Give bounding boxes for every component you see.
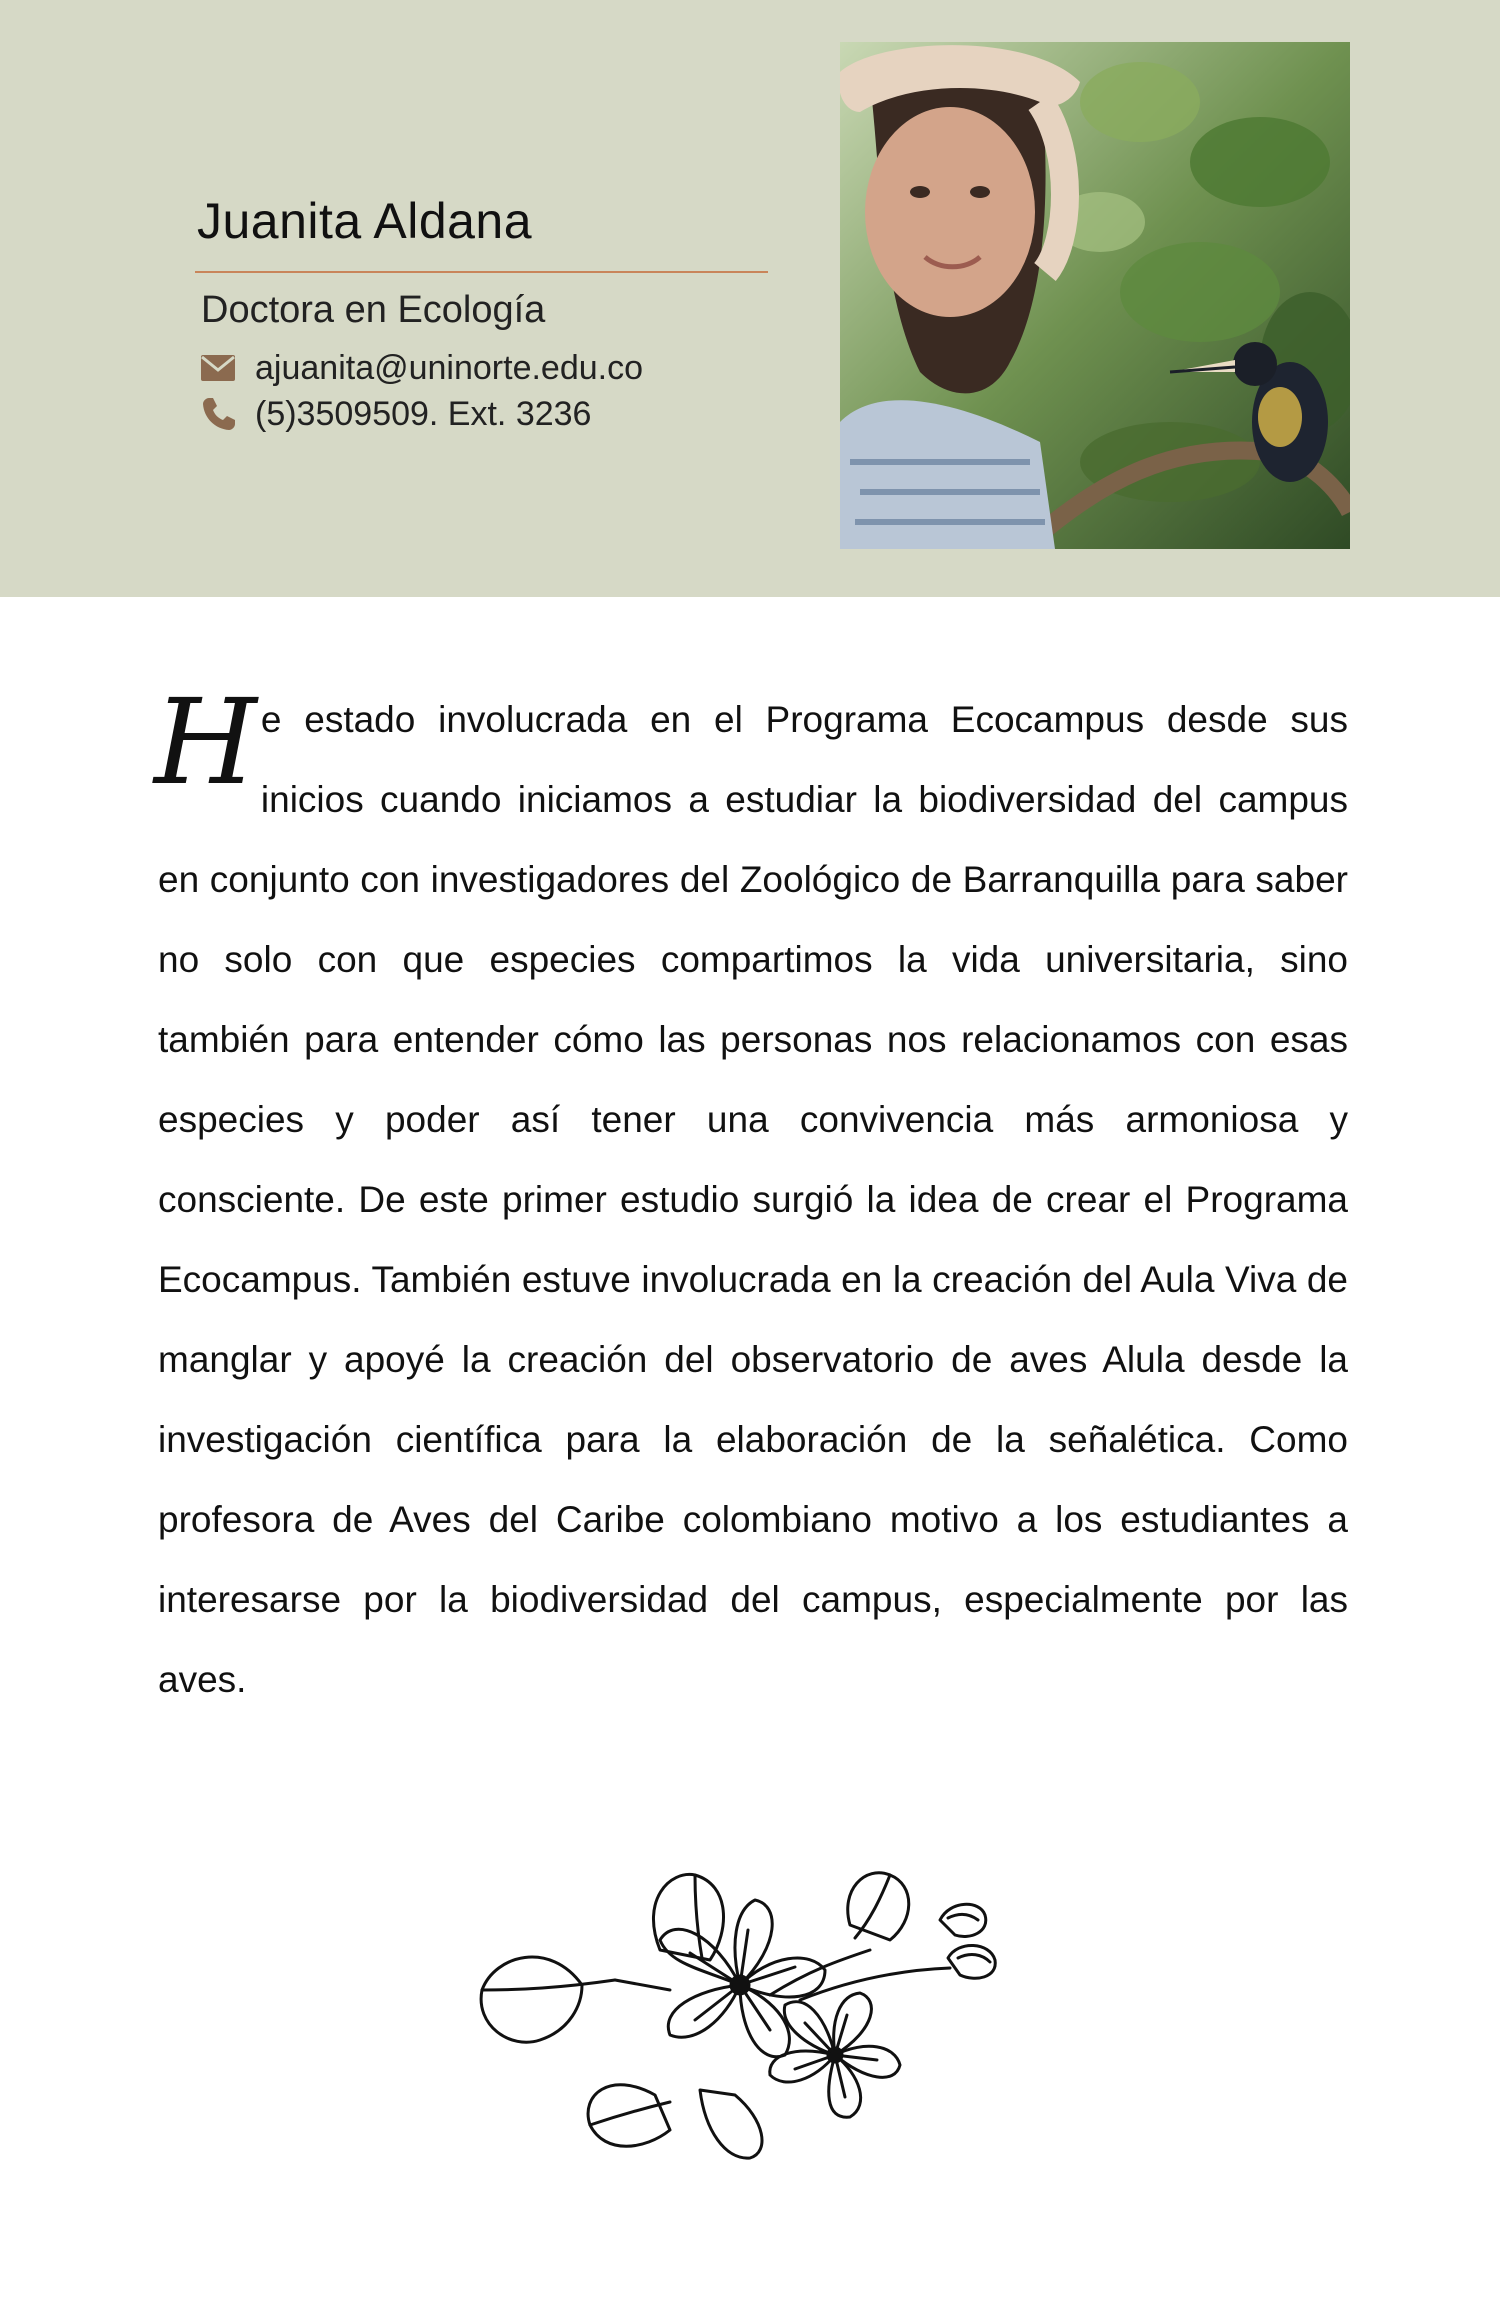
phone-icon [201, 394, 241, 434]
flower-illustration [470, 1840, 1030, 2170]
phone-row[interactable] [201, 392, 591, 436]
envelope-icon [201, 348, 241, 388]
email-row[interactable] [201, 346, 643, 390]
profile-photo [840, 42, 1350, 549]
article-body [154, 673, 1348, 1720]
profile-name: Juanita Aldana [197, 193, 533, 249]
profile-header [0, 0, 1500, 597]
name-divider [195, 271, 768, 273]
article-dropcap: H [154, 673, 257, 811]
profile-title: Doctora en Ecología [201, 289, 546, 331]
phone-number[interactable]: (5)3509509. Ext. 3236 [255, 394, 592, 433]
article-paragraph: e estado involucrada en el Programa Ecocampus desde sus inicios cuando iniciamos a estudiar la biodiversidad del campus en conjunto con investigadores del Zoológico de Barranquilla para saber no solo con que especies compartimos la vida universitaria, sino también para entender cómo las personas nos relacionamos con esas especies y poder así tener una convivencia más armoniosa y consciente. De este primer estudio surgió la idea de crear el Programa Ecocampus. También estuve involucrada en la creación del Aula Viva de manglar y apoyé la creación del observatorio de aves Alula desde la investigación científica para la elaboración de la señalética. Como profesora de Aves del Caribe colombiano motivo a los estudiantes a interesarse por la biodiversidad del campus, especialmente por las aves. [158, 699, 1348, 1700]
email-address[interactable]: ajuanita@uninorte.edu.co [255, 348, 644, 387]
